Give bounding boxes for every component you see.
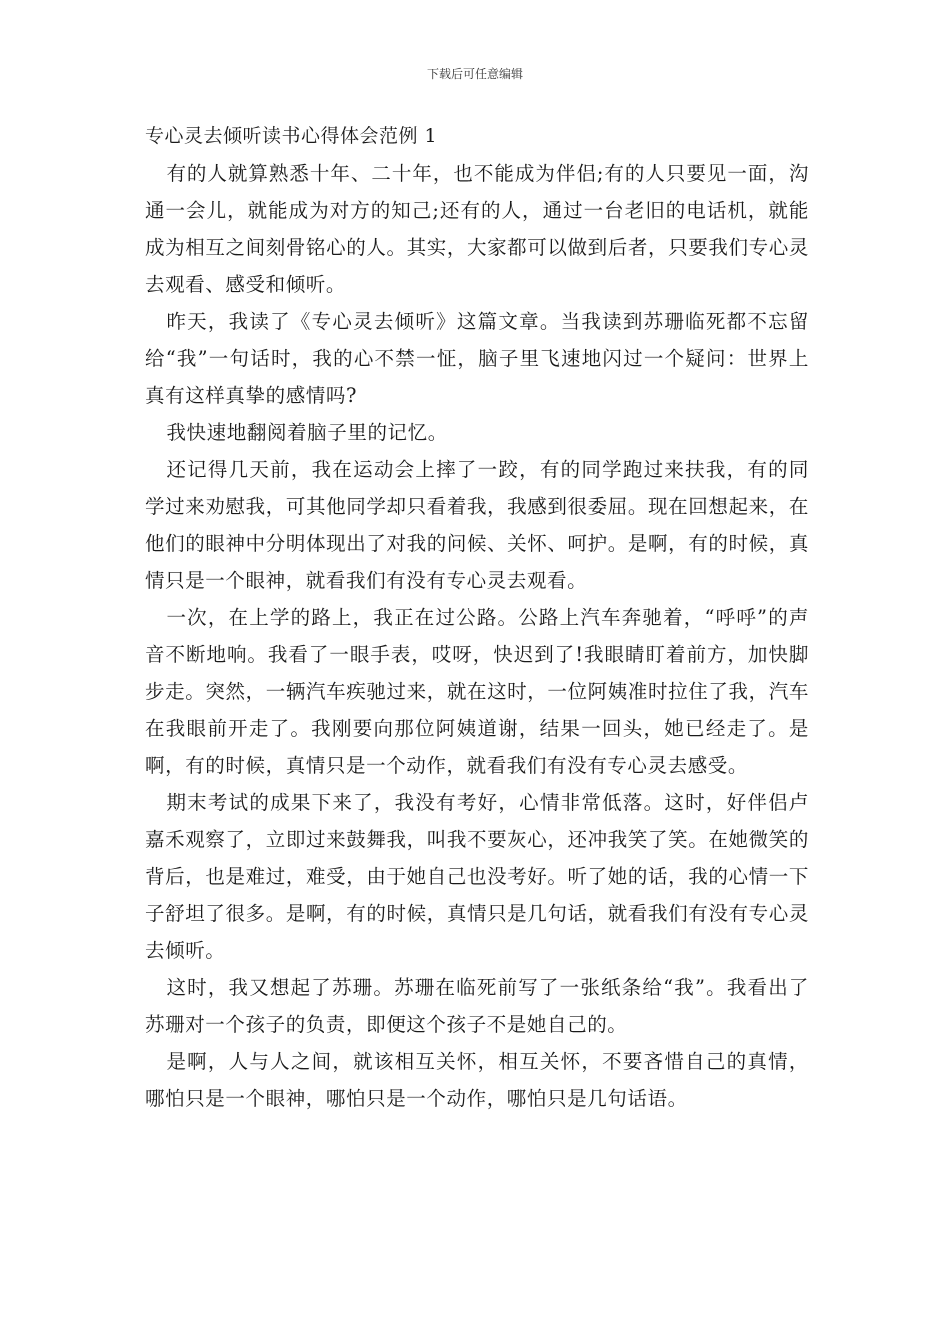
paragraph: 有的人就算熟悉十年、二十年，也不能成为伴侣;有的人只要见一面，沟通一会儿，就能成为对方的知己;还有的人，通过一台老旧的电话机，就能成为相互之间刻骨铭心的人。其实，大家都可以做到后者，只要我们专心灵去观看、感受和倾听。 — [145, 162, 809, 296]
paragraph: 还记得几天前，我在运动会上摔了一跤，有的同学跑过来扶我，有的同学过来劝慰我，可其他同学却只看着我，我感到很委屈。现在回想起来，在他们的眼神中分明体现出了对我的问候、关怀、呵护。是啊，有的时候，真情只是一个眼神，就看我们有没有专心灵去观看。 — [145, 458, 809, 592]
paragraph: 是啊，人与人之间，就该相互关怀，相互关怀，不要吝惜自己的真情，哪怕只是一个眼神，哪怕只是一个动作，哪怕只是几句话语。 — [145, 1050, 809, 1110]
paragraph: 这时，我又想起了苏珊。苏珊在临死前写了一张纸条给“我”。我看出了苏珊对一个孩子的负责，即便这个孩子不是她自己的。 — [145, 976, 809, 1036]
paragraph: 我快速地翻阅着脑子里的记忆。 — [166, 421, 448, 444]
document-title: 专心灵去倾听读书心得体会范例 1 — [145, 125, 438, 147]
document-body — [145, 121, 809, 1117]
paragraph: 一次，在上学的路上，我正在过公路。公路上汽车奔驰着，“呼呼”的声音不断地响。我看了一眼手表，哎呀，快迟到了!我眼睛盯着前方，加快脚步走。突然，一辆汽车疾驰过来，就在这时，一位阿姨准时拉住了我，汽车在我眼前开走了。我刚要向那位阿姨道谢，结果一回头，她已经走了。是啊，有的时候，真情只是一个动作，就看我们有没有专心灵去感受。 — [145, 606, 809, 777]
page-header: 下载后可任意编辑 — [426, 67, 523, 81]
paragraph: 昨天，我读了《专心灵去倾听》这篇文章。当我读到苏珊临死都不忘留给“我”一句话时，我的心不禁一怔，脑子里飞速地闪过一个疑问：世界上真有这样真挚的感情吗? — [145, 310, 809, 407]
paragraph: 期末考试的成果下来了，我没有考好，心情非常低落。这时，好伴侣卢嘉禾观察了，立即过来鼓舞我，叫我不要灰心，还冲我笑了笑。在她微笑的背后，也是难过，难受，由于她自己也没考好。听了她的话，我的心情一下子舒坦了很多。是啊，有的时候，真情只是几句话，就看我们有没有专心灵去倾听。 — [145, 791, 809, 962]
